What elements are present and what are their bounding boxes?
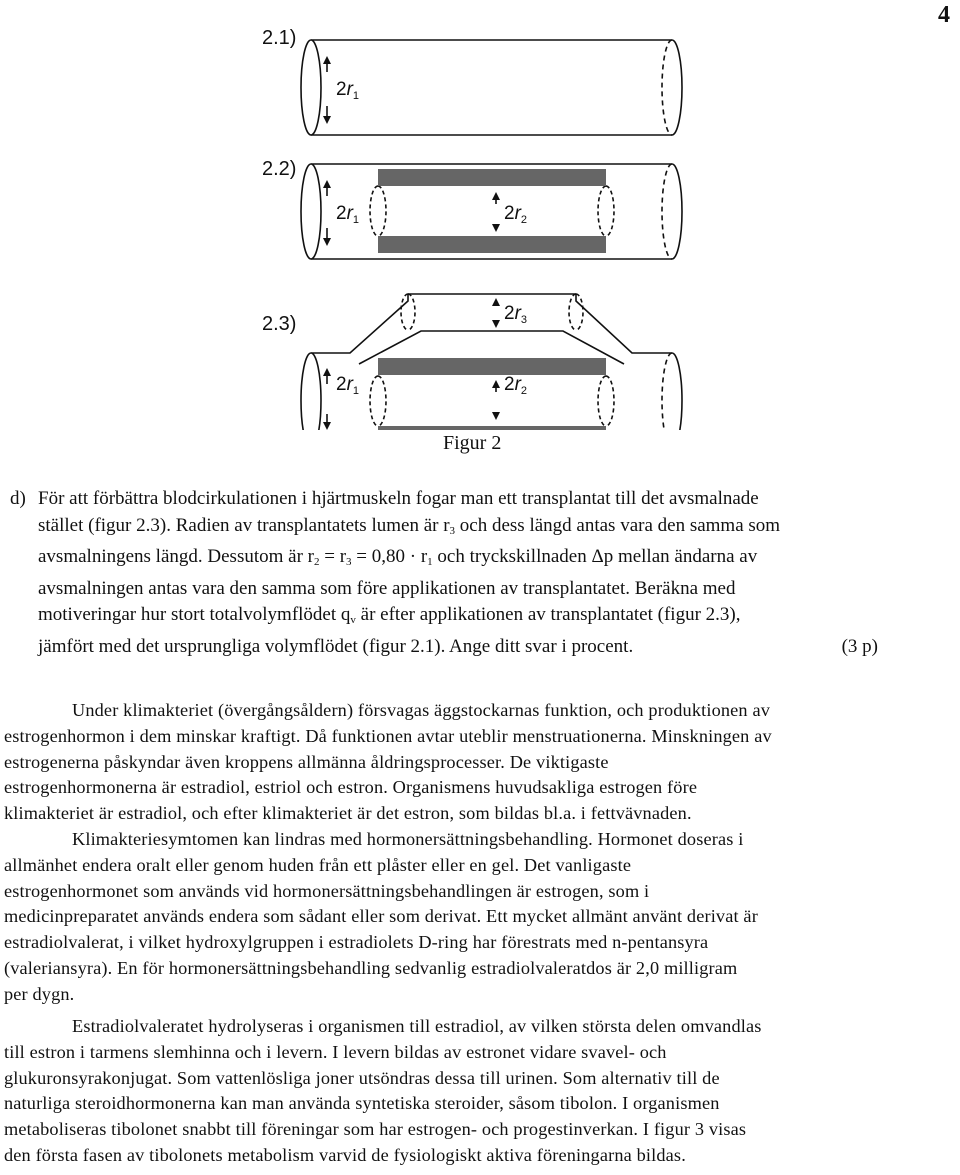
task-line: stället (figur 2.3). Radien av transplantatets lumen är $r_3$ och dess längd antas vara den samma som [38, 514, 781, 537]
paragraph-line: glukuronsyrakonjugat. Som vattenlösliga joner utsöndras dessa till urinen. Som alternativ till de [4, 1067, 720, 1088]
task-line: För att förbättra blodcirkulationen i hjärtmuskeln fogar man ett transplantat till det avsmalnade [38, 488, 759, 509]
radius-label-r1: $2r_1$ [336, 203, 360, 226]
task-line: avsmalningen antas vara den samma som före applikationen av transplantatet. Beräkna med [38, 577, 736, 599]
paragraph-2 [4, 827, 950, 1008]
paragraph-3 [4, 1014, 950, 1169]
radius-label-r3: $2r_3$ [504, 303, 528, 326]
paragraph-line: naturliga steroidhormonerna kan man använda syntetiska steroider, såsom tibolon. I organismen [4, 1093, 720, 1114]
radius-label-r1: $2r_1$ [336, 79, 360, 102]
task-line: motiveringar hur stort totalvolymflödet $q_v$ är efter applikationen av transplantatet (figur 2.3), [38, 604, 741, 626]
figure-2-vessel-diagram [0, 0, 960, 430]
paragraph-line: estradiolvalerat, i vilket hydroxylgruppen i estradiolets D-ring har förestrats med n-pentansyra [4, 932, 709, 953]
paragraph-line: allmänhet endera oralt eller genom huden från ett plåster eller en gel. Det vanligaste [4, 854, 632, 875]
paragraph-line: klimakteriet är estradiol, och efter klimakteriet är det estron, som bildas bl.a. i fettvävnaden. [4, 803, 692, 824]
task-line: jämfört med det ursprungliga volymflödet (figur 2.1). Ange ditt svar i procent. (3 p) [38, 634, 940, 661]
paragraph-line: estrogenerna påskyndar även kroppens allmänna åldringsprocesser. De viktigaste [4, 751, 609, 772]
paragraph-line: Under klimakteriet (övergångsåldern) försvagas äggstockarnas funktion, och produktionen av [72, 700, 770, 720]
paragraph-line: estrogenhormonet som används vid hormonersättningsbehandlingen är estrogen, som i [4, 880, 650, 901]
vessel-2-1 [301, 40, 682, 135]
radius-label-r2: $2r_2$ [504, 203, 528, 226]
paragraph-line: estrogenhormon i dem minskar kraftigt. Då funktionen avtar uteblir menstruationerna. Minskningen av [4, 725, 772, 746]
label-2-1: 2.1) [262, 27, 297, 49]
paragraph-line: till estron i tarmens slemhinna och i levern. I levern bildas av estronet vidare svavel- och [4, 1041, 667, 1062]
task-label: d) [10, 488, 26, 509]
paragraph-line: den första fasen av tibolonets metabolism varvid de fysiologiskt aktiva föreningarna bildas. [4, 1144, 686, 1165]
paragraph-line: Estradiolvaleratet hydrolyseras i organismen till estradiol, av vilken största delen omvandlas [72, 1016, 762, 1036]
label-2-2: 2.2) [262, 158, 297, 180]
figure-caption: Figur 2 [443, 432, 502, 454]
paragraph-line: per dygn. [4, 983, 75, 1004]
paragraph-line: metaboliseras tibolonet snabbt till föreningar som har estrogen- och progestinverkan. I figur 3 visas [4, 1119, 747, 1140]
radius-label-r1: $2r_1$ [336, 374, 360, 397]
page-number: 4 [938, 2, 950, 28]
paragraph-1 [4, 698, 950, 827]
task-line: avsmalningens längd. Dessutom är $r_2 = r_3 = 0,80 \cdot r_1$ och tryckskillnaden Δp mellan ändarna av [38, 546, 758, 568]
paragraph-line: estrogenhormonerna är estradiol, estriol och estron. Organismens huvudsakliga estrogen före [4, 777, 698, 798]
radius-label-r2: $2r_2$ [504, 374, 528, 397]
task-points: (3 p) [841, 635, 878, 657]
task-d [10, 486, 940, 660]
paragraph-line: Klimakteriesymtomen kan lindras med hormonersättningsbehandling. Hormonet doseras i [72, 829, 744, 849]
label-2-3: 2.3) [262, 313, 297, 335]
paragraph-line: (valeriansyra). En för hormonersättningsbehandling sedvanlig estradiolvaleratdos är 2,0 milligram [4, 957, 738, 978]
paragraph-line: medicinpreparatet används endera som sådant eller som derivat. Ett mycket allmänt använt derivat är [4, 906, 758, 927]
